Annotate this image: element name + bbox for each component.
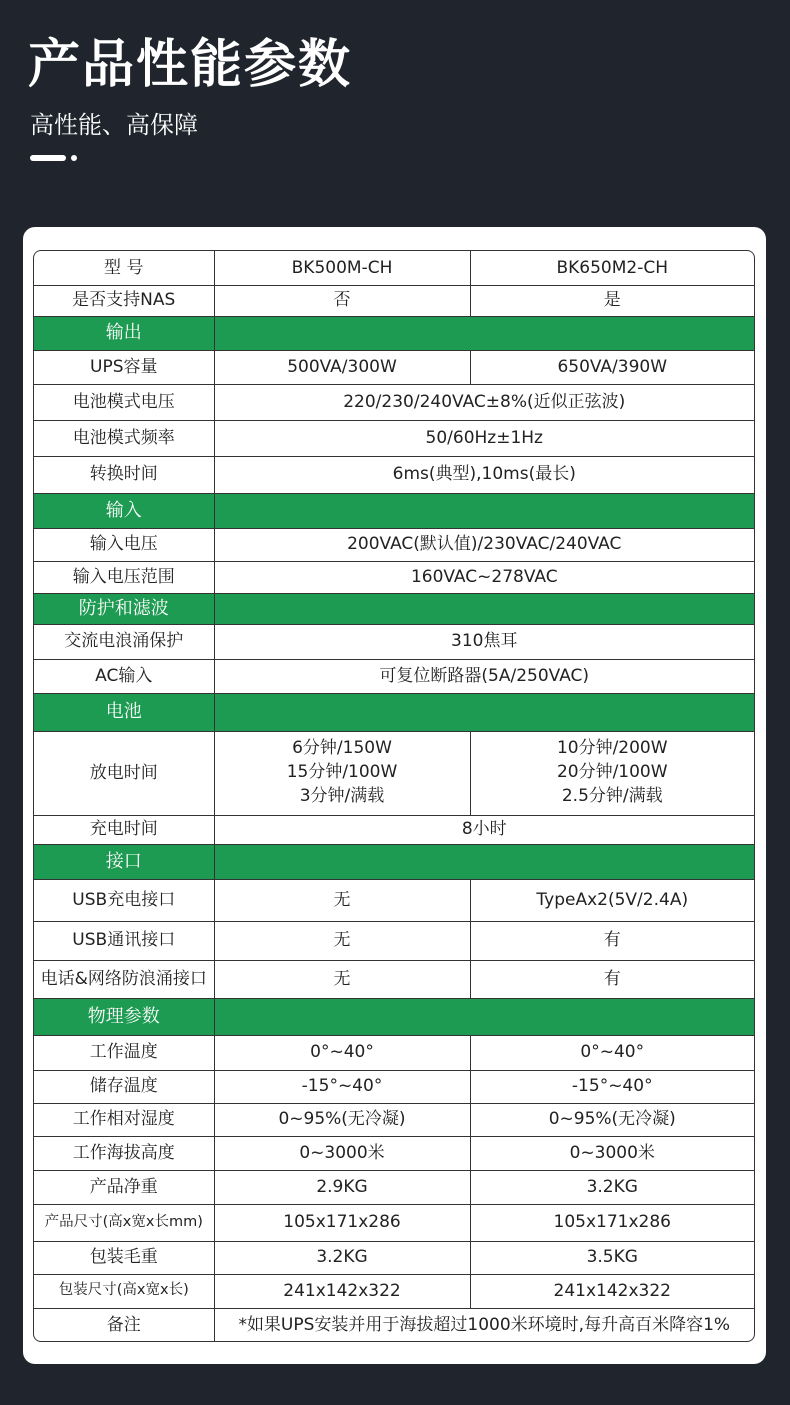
cell-value: -15°~40° — [470, 1070, 754, 1103]
cell-value: 241x142x322 — [214, 1274, 470, 1308]
cell-value: 有 — [470, 960, 754, 998]
cell-value: 0~3000米 — [470, 1136, 754, 1170]
cell-value — [214, 731, 470, 815]
table-row-ac-input — [34, 659, 754, 693]
row-label: 包装尺寸(高x宽x长) — [34, 1274, 214, 1308]
row-label: 产品尺寸(高x宽x长mm) — [34, 1204, 214, 1241]
section-row-interface — [34, 844, 754, 879]
section-label: 电池 — [34, 693, 214, 731]
section-label: 物理参数 — [34, 998, 214, 1035]
table-row-altitude — [34, 1136, 754, 1170]
cell-value: 650VA/390W — [470, 350, 754, 384]
table-row-nas — [34, 285, 754, 316]
cell-value: 0~3000米 — [214, 1136, 470, 1170]
discharge-line: 20分钟/100W — [556, 762, 668, 783]
cell-value: 无 — [214, 879, 470, 921]
cell-value: 0°~40° — [470, 1035, 754, 1070]
section-row-input — [34, 493, 754, 528]
section-row-protection — [34, 593, 754, 624]
row-label: 是否支持NAS — [34, 285, 214, 316]
section-row-physical — [34, 998, 754, 1035]
discharge-line: 6分钟/150W — [292, 738, 392, 759]
table-row-input-voltage — [34, 528, 754, 561]
table-row-humidity — [34, 1103, 754, 1136]
section-row-battery — [34, 693, 754, 731]
cell-value: 2.9KG — [214, 1170, 470, 1204]
section-fill — [214, 998, 754, 1035]
cell-value: 220/230/240VAC±8%(近似正弦波) — [214, 384, 754, 420]
cell-value: 有 — [470, 921, 754, 960]
table-row-surge — [34, 624, 754, 659]
cell-value: 可复位断路器(5A/250VAC) — [214, 659, 754, 693]
cell-value: 无 — [214, 921, 470, 960]
row-label: 充电时间 — [34, 815, 214, 844]
decorative-dot — [71, 155, 77, 161]
table-row-phone-net — [34, 960, 754, 998]
table-row-charge-time — [34, 815, 754, 844]
discharge-line: 15分钟/100W — [286, 762, 398, 783]
cell-value: 241x142x322 — [470, 1274, 754, 1308]
section-fill — [214, 593, 754, 624]
cell-value: 500VA/300W — [214, 350, 470, 384]
row-label: 放电时间 — [34, 731, 214, 815]
row-label: USB充电接口 — [34, 879, 214, 921]
table-row-usb-comm — [34, 921, 754, 960]
section-label: 输入 — [34, 493, 214, 528]
table-row-op-temp — [34, 1035, 754, 1070]
row-label: 输入电压 — [34, 528, 214, 561]
cell-value: 0°~40° — [214, 1035, 470, 1070]
row-label: 工作相对湿度 — [34, 1103, 214, 1136]
cell-value: 3.2KG — [470, 1170, 754, 1204]
table-row-storage-temp — [34, 1070, 754, 1103]
row-label: 输入电压范围 — [34, 561, 214, 593]
row-label: 转换时间 — [34, 456, 214, 493]
cell-value: 6ms(典型),10ms(最长) — [214, 456, 754, 493]
row-label: 产品净重 — [34, 1170, 214, 1204]
section-label: 防护和滤波 — [34, 593, 214, 624]
table-row-transfer-time — [34, 456, 754, 493]
section-label: 接口 — [34, 844, 214, 879]
decorative-bar — [30, 155, 66, 161]
table-row-battery-voltage — [34, 384, 754, 420]
cell-value: 50/60Hz±1Hz — [214, 420, 754, 456]
section-fill — [214, 493, 754, 528]
discharge-line: 3分钟/满载 — [299, 785, 385, 806]
cell-value: 0~95%(无冷凝) — [470, 1103, 754, 1136]
table-row-dimensions — [34, 1204, 754, 1241]
cell-value — [470, 731, 754, 815]
cell-value: 105x171x286 — [214, 1204, 470, 1241]
cell-model-1: BK500M-CH — [214, 251, 470, 285]
row-label: UPS容量 — [34, 350, 214, 384]
row-label: 电池模式电压 — [34, 384, 214, 420]
section-label: 输出 — [34, 316, 214, 350]
table-row-ups-capacity — [34, 350, 754, 384]
cell-value: 0~95%(无冷凝) — [214, 1103, 470, 1136]
cell-model-2: BK650M2-CH — [470, 251, 754, 285]
row-label: 电话&网络防浪涌接口 — [34, 960, 214, 998]
section-row-output — [34, 316, 754, 350]
row-label: 备注 — [34, 1308, 214, 1341]
discharge-line: 2.5分钟/满载 — [561, 785, 663, 806]
table-row-battery-frequency — [34, 420, 754, 456]
spec-table — [34, 251, 754, 1341]
row-label: 型 号 — [34, 251, 214, 285]
spec-table-wrapper — [33, 250, 755, 1342]
cell-value: 3.2KG — [214, 1241, 470, 1274]
cell-value: 3.5KG — [470, 1241, 754, 1274]
row-label: USB通讯接口 — [34, 921, 214, 960]
table-row-remarks — [34, 1308, 754, 1341]
cell-value: 160VAC~278VAC — [214, 561, 754, 593]
row-label: 储存温度 — [34, 1070, 214, 1103]
row-label: 工作海拔高度 — [34, 1136, 214, 1170]
cell-value: -15°~40° — [214, 1070, 470, 1103]
cell-value: *如果UPS安装并用于海拔超过1000米环境时,每升高百米降容1% — [214, 1308, 754, 1341]
cell-value: 无 — [214, 960, 470, 998]
page-title: 产品性能参数 — [28, 35, 353, 95]
discharge-line: 10分钟/200W — [556, 738, 668, 759]
section-fill — [214, 844, 754, 879]
row-label: 工作温度 — [34, 1035, 214, 1070]
page-subtitle: 高性能、高保障 — [30, 111, 198, 139]
cell-value: 310焦耳 — [214, 624, 754, 659]
row-label: 包装毛重 — [34, 1241, 214, 1274]
row-label: 交流电浪涌保护 — [34, 624, 214, 659]
cell-value: 105x171x286 — [470, 1204, 754, 1241]
table-row-discharge — [34, 731, 754, 815]
row-label: 电池模式频率 — [34, 420, 214, 456]
cell-value: 8小时 — [214, 815, 754, 844]
cell-value: TypeAx2(5V/2.4A) — [470, 879, 754, 921]
section-fill — [214, 693, 754, 731]
table-row-gross-weight — [34, 1241, 754, 1274]
cell-value: 是 — [470, 285, 754, 316]
table-row-net-weight — [34, 1170, 754, 1204]
row-label: AC输入 — [34, 659, 214, 693]
table-row-input-range — [34, 561, 754, 593]
cell-value: 200VAC(默认值)/230VAC/240VAC — [214, 528, 754, 561]
section-fill — [214, 316, 754, 350]
table-row-package-size — [34, 1274, 754, 1308]
cell-value: 否 — [214, 285, 470, 316]
table-row-usb-charge — [34, 879, 754, 921]
table-row-model — [34, 251, 754, 285]
